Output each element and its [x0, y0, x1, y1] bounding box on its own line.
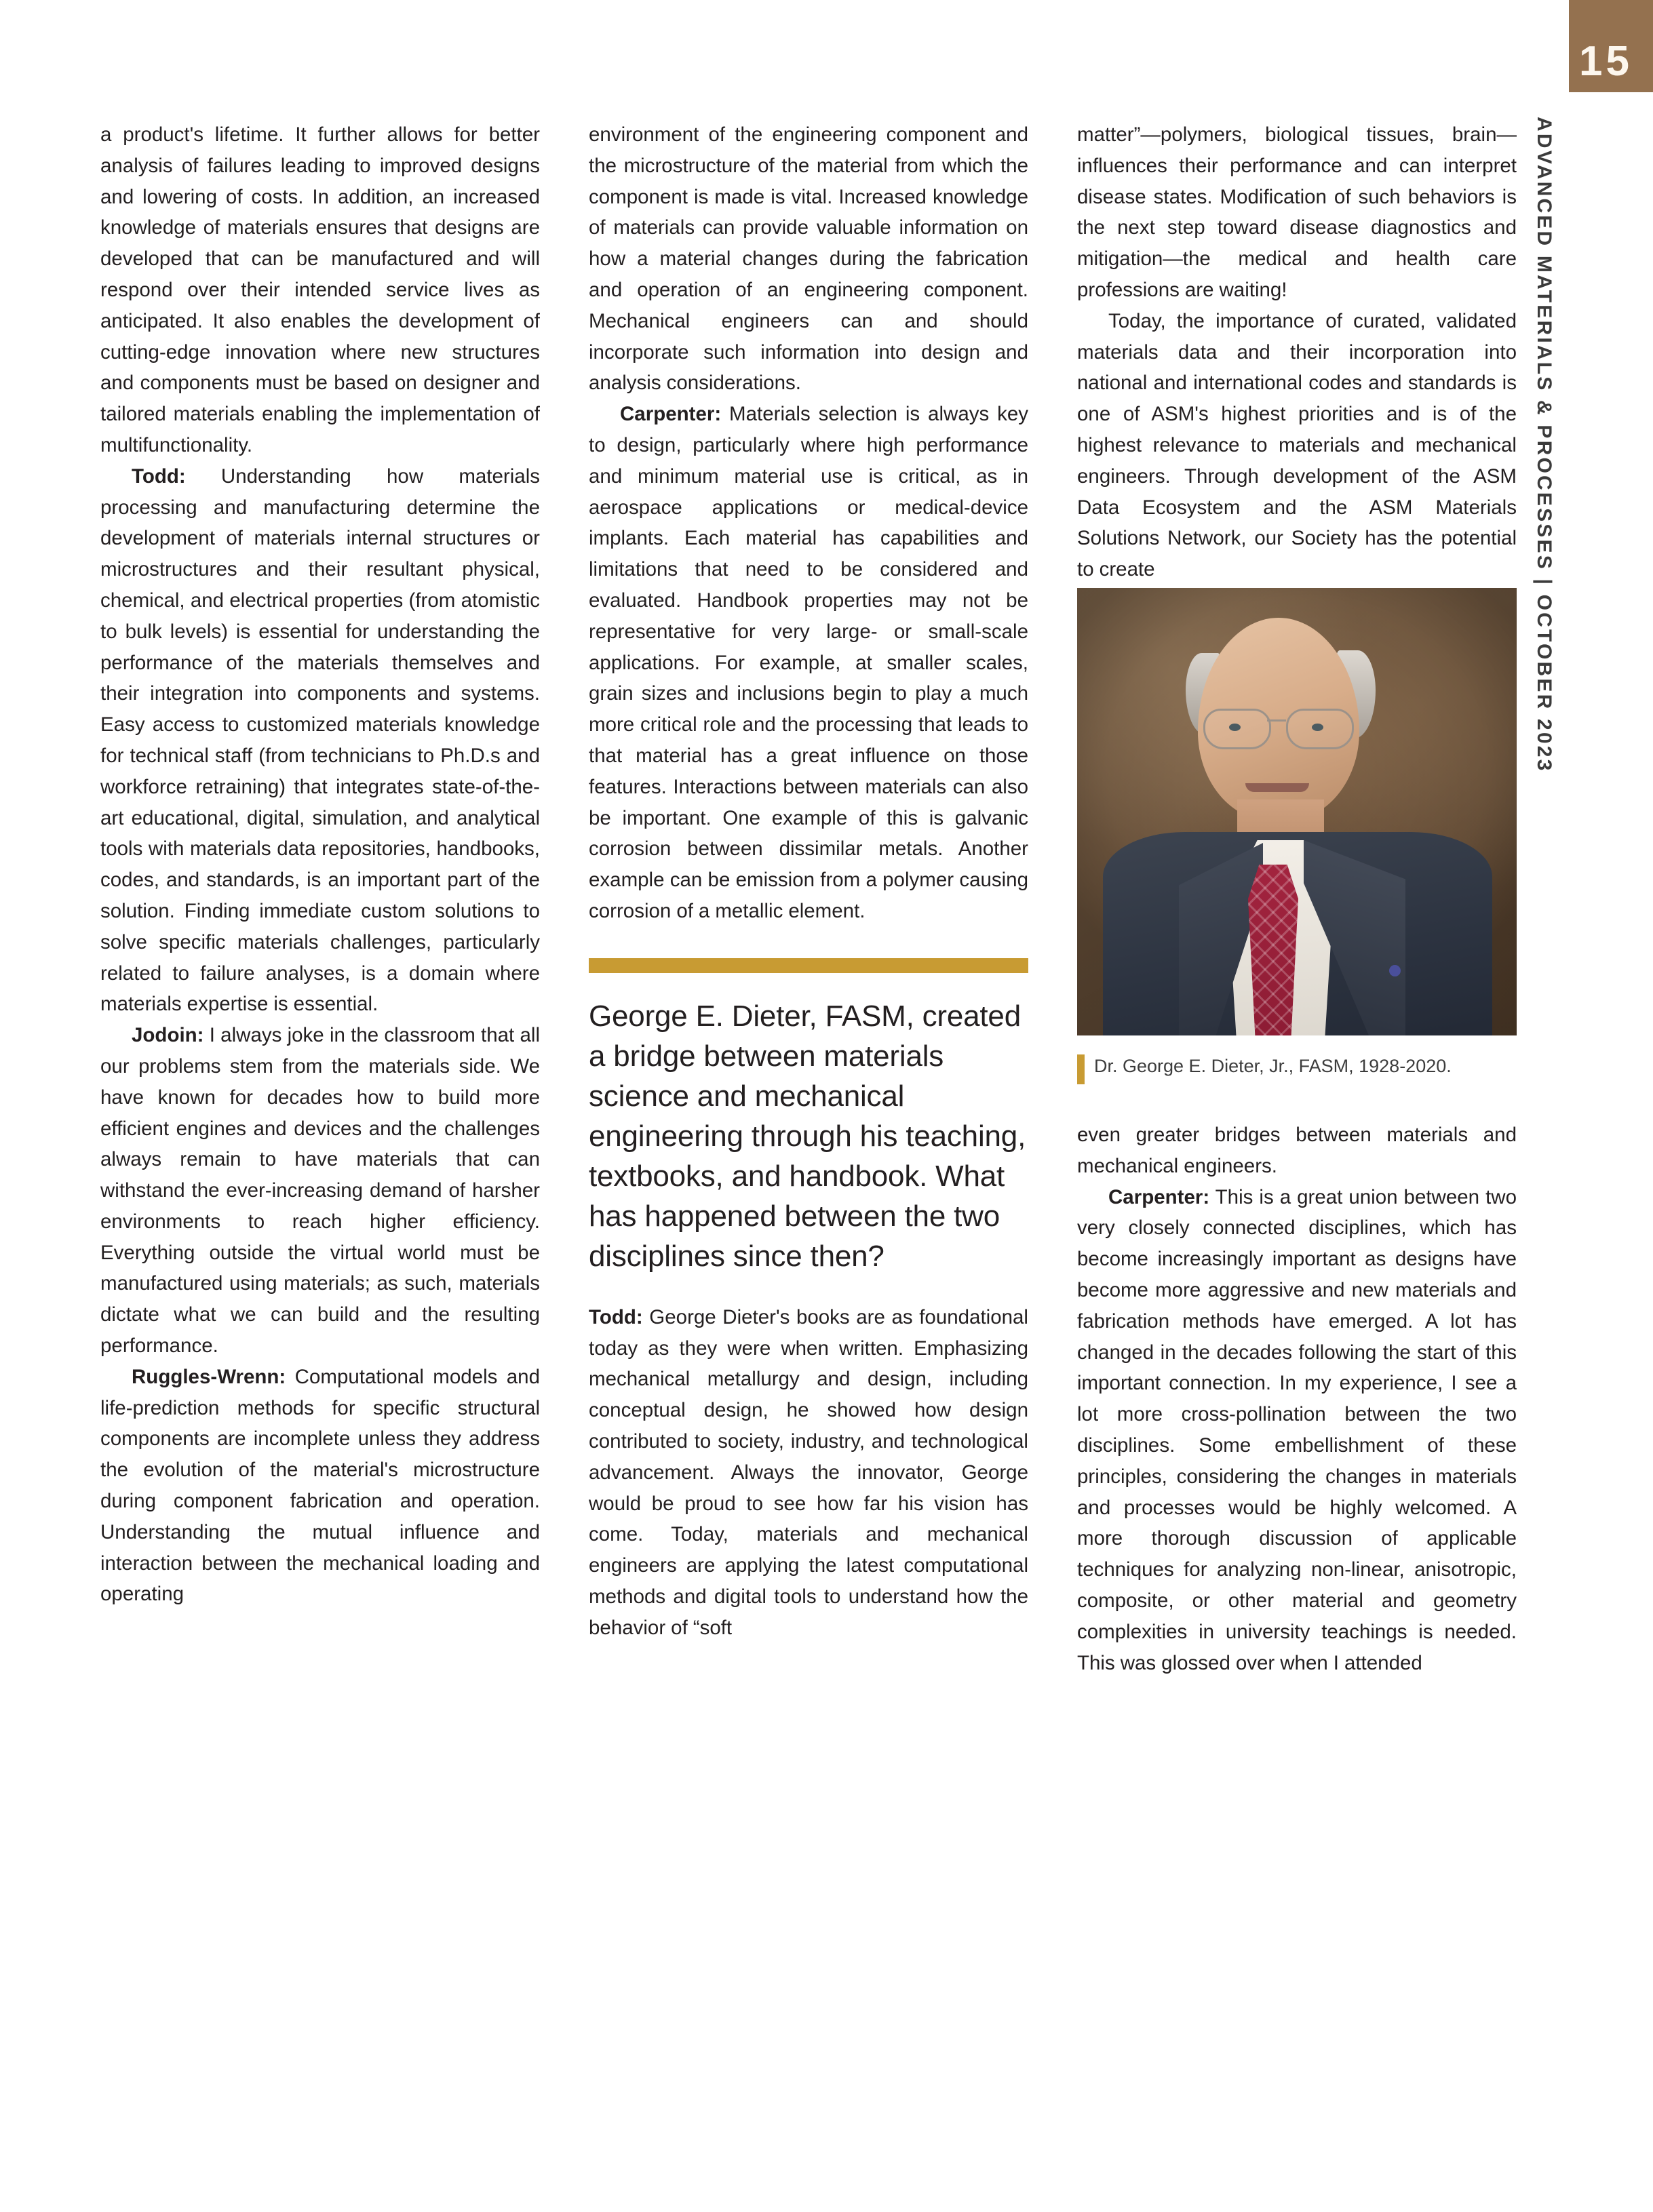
page-number: 15 — [1579, 38, 1633, 85]
qa-text: This is a great union between two very closely connected disciplines, which has become increasingly important as designs have become more aggressive and new materials and fabrication methods have emerged. A lot has changed in the decades following the start of this important connection. In my experience, I see a lot more cross-pollination between the two disciplines. Some embellishment of these principles, considering the changes in materials and processes would be highly welcomed. A more thorough discussion of applicable techniques for analyzing non-linear, anisotropic, composite, or other material and geometry complexities in university teachings is needed. This was glossed over when I attended — [1077, 1185, 1517, 1674]
running-head: ADVANCED MATERIALS & PROCESSES | OCTOBER 2023 — [1533, 117, 1555, 773]
lapel-pin — [1389, 965, 1401, 976]
speaker-label: Carpenter: — [620, 403, 722, 426]
qa-paragraph-todd — [100, 461, 540, 1020]
qa-text: Materials selection is always key to design, particularly where high performance and minimum material use is critical, as in aerospace applications or medical-device implants. Each material has capabilities and limitations that need to be considered and evaluated. Handbook properties may not be representative for very large- or small-scale applications. For example, at smaller scales, grain sizes and inclusions begin to play a much more critical role and the processing that leads to that material has a great influence on those features. Interactions between materials can also be important. One example of this is galvanic corrosion between dissimilar metals. Another example can be emission from a polymer causing corrosion of a metallic element. — [589, 403, 1028, 922]
qa-paragraph-jodoin — [100, 1020, 540, 1362]
mouth — [1245, 783, 1309, 792]
necktie — [1248, 865, 1298, 1035]
eye-left — [1229, 724, 1241, 731]
speaker-label: Jodoin: — [132, 1024, 204, 1047]
glasses-bridge — [1267, 719, 1286, 722]
paragraph: even greater bridges between materials and mechanical engineers. — [1077, 1123, 1517, 1177]
qa-paragraph-carpenter-2 — [1077, 1182, 1517, 1679]
qa-text: Computational models and life-prediction methods for specific structural components are incomplete unless they address the evolution of the material's microstructure during component fabrication and operation. Understanding the mutual influence and interaction between the mechanical loading and operating — [100, 1365, 540, 1606]
paragraph: matter”—polymers, biological tissues, brain—influences their performance and can interpret disease states. Modification of such behaviors is the next step toward disease diagnostics and mitigation—the medical and health care professions are waiting! — [1077, 123, 1517, 301]
qa-text: George Dieter's books are as foundational today as they were when written. Emphasizing mechanical metallurgy and design, including conceptual design, he showed how design contributed to society, industry, and technological advancement. Always the innovator, George would be proud to see how far his vision has come. Today, materials and mechanical engineers are applying the latest computational methods and digital tools to understand how the behavior of “soft — [589, 1305, 1028, 1639]
column-2 — [589, 119, 1028, 2147]
qa-paragraph-ruggles-wrenn — [100, 1362, 540, 1610]
column-3 — [1077, 119, 1517, 2147]
column-1 — [100, 119, 540, 2147]
page-number-tab — [1569, 0, 1653, 92]
qa-text: I always joke in the classroom that all our problems stem from the materials side. We have known for decades how to build more efficient engines and devices and the challenges always remain to have materials that can withstand the ever-increasing demand of harsher environments to reach higher efficiency. Everything outside the virtual world must be manufactured using materials; as such, materials dictate what we can build and the resulting performance. — [100, 1024, 540, 1358]
speaker-label: Todd: — [589, 1305, 643, 1328]
speaker-label: Todd: — [132, 465, 186, 488]
eyeglasses-icon — [1199, 709, 1359, 747]
speaker-label: Ruggles-Wrenn: — [132, 1365, 286, 1388]
qa-text: Understanding how materials processing and manufacturing determine the development of materials internal structures or microstructures and their resultant physical, chemical, and electrical properties (from atomistic to bulk levels) is essential for understanding the performance of the materials themselves and their integration into components and systems. Easy access to customized materials knowledge for technical staff (from technicians to Ph.D.s and workforce retraining) that integrates state-of-the-art educational, digital, simulation, and analytical tools with materials data repositories, handbooks, codes, and standards, is an important part of the solution. Finding immediate custom solutions to solve specific materials challenges, particularly related to failure analyses, is a domain where materials expertise is essential. — [100, 465, 540, 1016]
pull-quote: George E. Dieter, FASM, created a bridge between materials science and mechanical engineering through his teaching, textbooks, and handbook. What has happened between the two disciplines since then? — [589, 999, 1026, 1273]
speaker-label: Carpenter: — [1108, 1185, 1210, 1208]
article-columns — [100, 119, 1518, 2147]
paragraph: environment of the engineering component and the microstructure of the material from which the component is made is vital. Increased knowledge of materials can provide valuable information on how a material changes during the fabrication and operation of an engineering component. Mechanical engineers can and should incorporate such information into design and analysis considerations. — [589, 123, 1028, 395]
portrait-photo — [1077, 588, 1517, 1035]
portrait-photo-figure — [1077, 588, 1517, 1035]
photo-caption — [1077, 1053, 1517, 1084]
qa-paragraph-todd-2 — [589, 1302, 1028, 1644]
gold-divider-rule — [589, 958, 1028, 973]
qa-paragraph-carpenter — [589, 399, 1028, 927]
caption-accent-bar — [1077, 1054, 1085, 1084]
eye-right — [1312, 724, 1323, 731]
paragraph: Today, the importance of curated, validated materials data and their incorporation into national and international codes and standards is one of ASM's highest priorities and is of the highest relevance to materials and mechanical engineers. Through development of the ASM Data Ecosystem and the ASM Materials Solutions Network, our Society has the potential to create — [1077, 309, 1517, 581]
caption-text: Dr. George E. Dieter, Jr., FASM, 1928-2020. — [1094, 1055, 1452, 1076]
paragraph: a product's lifetime. It further allows for better analysis of failures leading to improved designs and lowering of costs. In addition, an increased knowledge of materials ensures that designs are developed that can be manufactured and will respond over their intended service lives as anticipated. It also enables the development of cutting-edge innovation where new structures and components must be based on designer and tailored materials enabling the implementation of multifunctionality. — [100, 123, 540, 456]
